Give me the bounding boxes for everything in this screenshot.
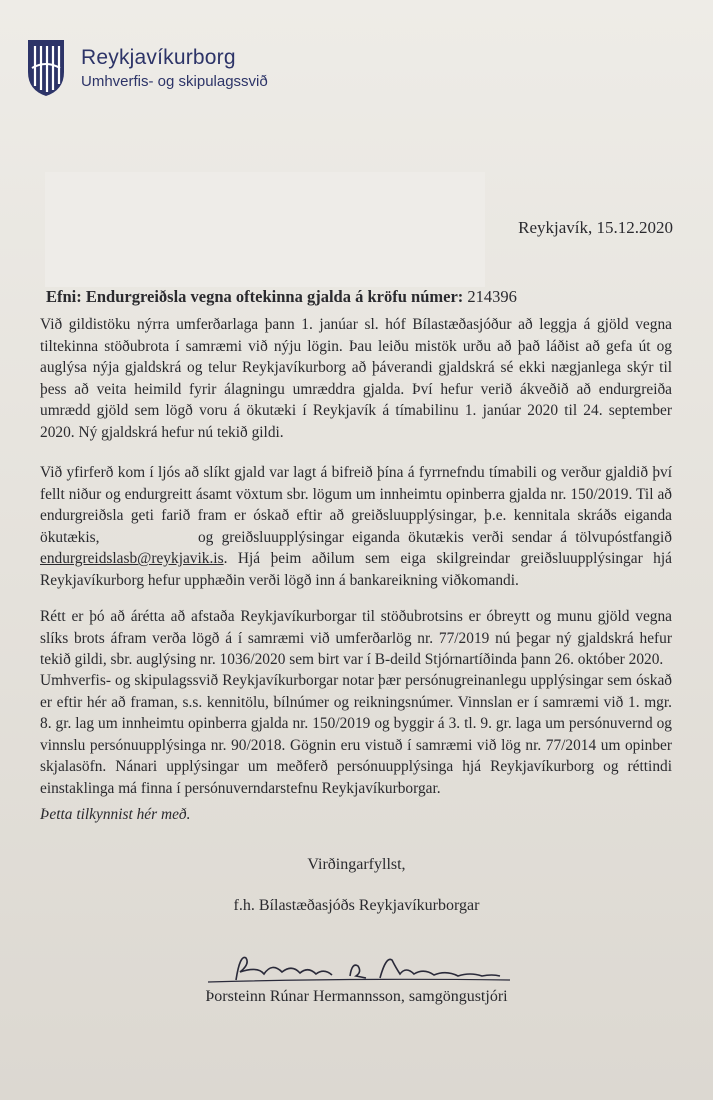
subject-line xyxy=(46,287,517,307)
letter-date: Reykjavík, 15.12.2020 xyxy=(518,218,673,237)
city-crest-icon xyxy=(26,38,66,98)
redacted-address-block xyxy=(45,172,485,287)
paragraph-2-part-b: og greiðsluupplýsingar eiganda ökutækis verði sendar á tölvupóstfangið xyxy=(197,528,672,546)
closing-on-behalf: f.h. Bílastæðasjóðs Reykjavíkurborgar xyxy=(233,897,480,914)
refund-email-link[interactable]: endurgreidslasb@reykjavik.is xyxy=(40,550,224,568)
paragraph-2-part-c: . Hjá þeim aðilum sem eiga skilgreindar greiðsluupplýsingar hjá Reykjavíkurborg hefur upphæðin verði lögð inn á bankareikning viðkomandi. xyxy=(40,550,672,589)
closing-greeting: Virðingarfyllst, xyxy=(307,856,406,873)
letterhead xyxy=(26,38,446,100)
signatory-name: Þorsteinn Rúnar Hermannsson, samgöngustjóri xyxy=(205,988,508,1005)
subject-label: Efni: Endurgreiðsla vegna oftekinna gjalda á kröfu númer: xyxy=(46,287,464,306)
org-name: Reykjavíkurborg xyxy=(81,46,236,69)
paragraph-4: Umhverfis- og skipulagssvið Reykjavíkurborgar notar þær persónugreinanlegu upplýsingar sem óskað er eftir hér að framan, s.s. kennitölu, bílnúmer og reikningsnúmer. Vinnslan er í samræmi við 1. mgr. 8. gr. lag um innheimtu opinberra gjalda nr. 150/2019 og byggir á 3. tl. 9. gr. laga um persónuvernd og vinnslu persónuupplýsinga nr. 90/2018. Gögnin eru vistuð í samræmi við lög nr. 77/2014 um opinber skjalasöfn. Nánari upplýsingar um meðferð persónuupplýsinga hjá Reykjavíkurborg og réttindi einstaklinga má finna í persónuverndarstefnu Reykjavíkurborgar. xyxy=(40,672,672,797)
handwritten-signature xyxy=(200,948,520,988)
paragraph-2-part-a: Við yfirferð kom í ljós að slíkt gjald var lagt á bifreið þína á fyrrnefndu tímabili og verður gjaldið því fellt niður og endurgreitt ásamt vöxtum sbr. lögum um innheimtu opinberra gjalda nr. 150/2019. Til að endurgreiðsla geti farið fram er óskað eftir að greiðsluupplýsingar, þ.e. kennitala skráðs eiganda ökutækis, xyxy=(40,464,672,546)
paragraph-2 xyxy=(40,462,672,592)
paragraph-5: Þetta tilkynnist hér með. xyxy=(40,806,191,823)
claim-number: 214396 xyxy=(467,287,517,306)
paragraph-3: Rétt er þó að árétta að afstaða Reykjavíkurborgar til stöðubrotsins er óbreytt og munu gjöld vegna slíks brots áfram verða lögð á í samræmi við umferðarlög nr. 77/2019 nú þegar ný gjaldskrá hefur tekið gildi, sbr. auglýsing nr. 1036/2020 sem birt var í B-deild Stjórnartíðinda þann 26. október 2020. xyxy=(40,608,672,669)
department-name: Umhverfis- og skipulagssvið xyxy=(81,73,268,90)
paragraph-1: Við gildistöku nýrra umferðarlaga þann 1. janúar sl. hóf Bílastæðasjóður að leggja á gjöld vegna tiltekinna stöðubrota í samræmi við nýju lögin. Þau leiðu mistök urðu að það láðist að gefa út og auglýsa nýja gjaldskrá og telur Reykjavíkurborg að þáverandi gjaldskrá sé ekki nægjanlega skýr til þess að veita heimild fyrir álagningu umræddra gjalda. Því hefur verið ákveðið að endurgreiða umrædd gjöld sem lögð voru á ökutæki í Reykjavík á tímabilinu 1. janúar 2020 til 24. september 2020. Ný gjaldskrá hefur nú tekið gildi. xyxy=(40,316,672,441)
